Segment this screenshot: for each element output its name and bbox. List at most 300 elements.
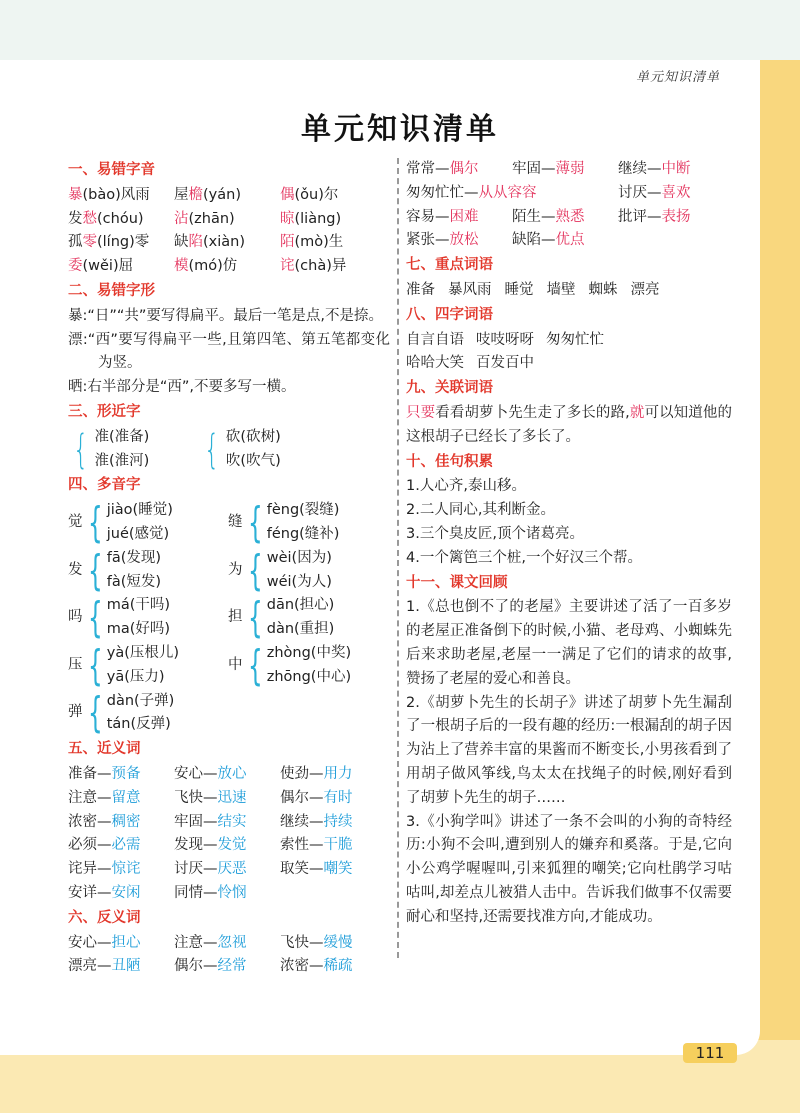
word: 索性 [280, 837, 309, 854]
sentence-item: 3.三个臭皮匠,顶个诸葛亮。 [406, 525, 584, 542]
word-pair [68, 834, 174, 858]
word-pair-row [406, 206, 732, 230]
pron-prefix: 屋 [174, 186, 189, 203]
key-words [406, 279, 732, 303]
section-heading: 六、反义词 [68, 909, 141, 926]
pair-word: 放松 [449, 232, 479, 249]
word: 诧异 [68, 861, 97, 878]
word-pair [406, 158, 512, 182]
idiom: 吱吱呀呀 [476, 331, 534, 348]
word: 讨厌 [618, 184, 647, 201]
dash-icon: — [203, 813, 218, 830]
polyphone-reading: jué(感觉) [106, 525, 170, 542]
brace-icon: { [248, 593, 263, 643]
word-pair-row [68, 955, 390, 979]
section-heading: 七、重点词语 [406, 257, 493, 274]
word: 注意 [68, 789, 97, 806]
pair-word: 缓慢 [323, 934, 353, 951]
word: 偶尔 [174, 958, 203, 975]
idiom-row [406, 329, 732, 353]
idiom: 百发百中 [476, 355, 534, 372]
key-word: 睡觉 [504, 281, 534, 298]
dash-icon: — [97, 813, 112, 830]
page-number: 111 [683, 1043, 737, 1063]
dash-icon: — [203, 837, 218, 854]
polyphone-item [68, 499, 228, 547]
word: 发现 [174, 837, 203, 854]
word-pair [174, 787, 280, 811]
word: 安详 [68, 884, 97, 901]
pron-item [68, 255, 174, 279]
word-pair [174, 858, 280, 882]
sentence-item: 2.二人同心,其利断金。 [406, 502, 555, 519]
synonym-list [68, 763, 390, 906]
pair-word: 优点 [555, 232, 585, 249]
idiom: 哈哈大笑 [406, 355, 464, 372]
pron-char: 陷 [188, 234, 203, 251]
word-pair [406, 229, 512, 253]
polyphone-item [68, 642, 228, 690]
word-pair [68, 811, 174, 835]
dash-icon: — [203, 765, 218, 782]
polyphone-readings [107, 499, 173, 547]
polyphone-item [68, 547, 228, 595]
word: 紧张 [406, 232, 435, 249]
page-edge-stack-inner [755, 60, 800, 1113]
similar-chars [68, 426, 390, 474]
polyphone-reading: zhòng(中奖) [266, 644, 352, 661]
word-pair [174, 763, 280, 787]
pron-reading: (wěi)屈 [82, 258, 134, 275]
polyphone-item [228, 642, 378, 690]
dash-icon: — [309, 958, 324, 975]
polyphone-char: 发 [68, 561, 83, 578]
pair-word: 持续 [323, 813, 353, 830]
sentence-item: 1.人心齐,泰山移。 [406, 478, 526, 495]
pair-word: 经常 [217, 958, 247, 975]
key-word: 漂亮 [630, 281, 660, 298]
pron-item [280, 184, 386, 208]
dash-icon: — [541, 161, 556, 177]
pair-word: 放心 [217, 765, 247, 782]
word: 陌生 [512, 208, 541, 225]
similar-char: 准(准备) [94, 428, 150, 445]
word: 准备 [68, 765, 97, 782]
polyphone-reading: yà(压根儿) [106, 644, 180, 661]
dash-icon: — [203, 789, 218, 806]
pair-word: 嘲笑 [323, 861, 353, 878]
key-word: 蜘蛛 [588, 281, 618, 298]
pair-word: 预备 [111, 765, 141, 782]
antonym-list [68, 932, 390, 980]
polyphone-char: 担 [228, 609, 243, 626]
dash-icon: — [309, 837, 324, 854]
dash-icon: — [309, 861, 324, 878]
word: 使劲 [280, 765, 309, 782]
dash-icon: — [309, 765, 324, 782]
right-column [406, 158, 732, 930]
word: 漂亮 [68, 958, 97, 975]
pron-item [280, 255, 386, 279]
word-pair [68, 787, 174, 811]
left-column [68, 158, 390, 979]
pair-word: 结实 [217, 813, 247, 830]
word-pair [406, 182, 618, 206]
pron-reading: (zhān) [188, 210, 235, 227]
dash-icon: — [309, 789, 324, 806]
pair-word: 喜欢 [661, 184, 691, 201]
polyphone-char: 中 [228, 656, 243, 673]
pair-word: 中断 [661, 161, 691, 177]
pron-reading: (líng)零 [97, 234, 150, 251]
pair-word: 用力 [323, 765, 353, 782]
form-note: 漂:“西”要写得扁平一些,且第四笔、第五笔都变化为竖。 [68, 331, 390, 372]
brace-icon: { [248, 497, 263, 547]
form-note: 晒:右半部分是“西”,不要多写一横。 [68, 379, 296, 396]
brace-icon: { [248, 640, 263, 690]
pair-word: 干脆 [323, 837, 353, 854]
brace-icon: { [88, 593, 103, 643]
pron-row [68, 184, 390, 208]
pair-word: 担心 [111, 934, 141, 951]
word-pair-row [406, 229, 732, 253]
section-heading: 二、易错字形 [68, 282, 155, 299]
idiom: 匆匆忙忙 [546, 331, 604, 348]
pron-char: 晾 [280, 210, 295, 227]
polyphone-reading: dàn(重担) [266, 621, 335, 638]
word-pair [68, 955, 174, 979]
word-pair [618, 206, 724, 230]
polyphone-reading: ma(好吗) [106, 621, 171, 638]
dash-icon: — [435, 208, 450, 225]
word-pair [68, 882, 174, 906]
conjunction-text: 可以知道他的这根胡子已经长了多长了。 [406, 404, 733, 445]
pron-reading: (liàng) [294, 210, 342, 227]
word-pair [406, 206, 512, 230]
dash-icon: — [97, 884, 112, 901]
dash-icon: — [541, 208, 556, 225]
idiom-list [406, 329, 732, 377]
word: 浓密 [68, 813, 97, 830]
brace-icon: { [88, 640, 103, 690]
pair-word: 惊诧 [111, 861, 141, 878]
dash-icon: — [464, 184, 479, 201]
dash-icon: — [435, 232, 450, 249]
pair-word: 偶尔 [449, 161, 479, 177]
word-pair [174, 955, 280, 979]
column-divider [397, 158, 399, 958]
section-heading: 一、易错字音 [68, 162, 155, 178]
word: 牢固 [174, 813, 203, 830]
pron-reading: (chà)异 [294, 258, 347, 275]
section-heading: 九、关联词语 [406, 380, 493, 397]
polyphone-reading: má(干吗) [106, 597, 171, 614]
word-pair [280, 787, 386, 811]
pron-item [280, 231, 386, 255]
polyphone-reading: jiào(睡觉) [106, 502, 173, 519]
polyphone-reading: tán(反弹) [106, 716, 171, 733]
word-pair-row [68, 811, 390, 835]
pron-item [174, 208, 280, 232]
lesson-review: 2.《胡萝卜先生的长胡子》讲述了胡萝卜先生漏刮了一根胡子后的一段有趣的经历:一根漏刮的胡子因为沾上了营养丰富的果酱而不断变长,小男孩看到了用胡子做风筝线,鸟太太在找绳子的时候,刚好看到了胡萝卜先生的胡子…… [406, 694, 732, 806]
pair-word: 稀疏 [323, 958, 353, 975]
polyphone-readings [267, 594, 335, 642]
pron-char: 暴 [68, 186, 83, 203]
pron-reading: (mó)仿 [188, 258, 238, 275]
dash-icon: — [541, 232, 556, 249]
polyphone-reading: dān(担心) [266, 597, 335, 614]
section-heading: 十一、课文回顾 [406, 574, 508, 591]
dash-icon: — [309, 934, 324, 951]
polyphone-readings [107, 594, 170, 642]
pron-item [68, 184, 174, 208]
word-pair [280, 763, 386, 787]
pron-reading: (ǒu)尔 [294, 186, 339, 203]
pron-item [68, 231, 174, 255]
pair-word: 困难 [449, 208, 479, 225]
pron-char: 诧 [280, 258, 295, 275]
pron-char: 沾 [174, 210, 189, 227]
pron-row [68, 208, 390, 232]
word: 牢固 [512, 161, 541, 177]
pron-row [68, 255, 390, 279]
word: 注意 [174, 934, 203, 951]
word-pair [68, 932, 174, 956]
word: 偶尔 [280, 789, 309, 806]
section-heading: 五、近义词 [68, 741, 141, 758]
polyphone-item [228, 547, 378, 595]
polyphone-readings [267, 642, 351, 690]
pair-word: 留意 [111, 789, 141, 806]
dash-icon: — [97, 837, 112, 854]
dash-icon: — [203, 884, 218, 901]
conjunction-text: 看看胡萝卜先生走了多长的路, [435, 404, 630, 421]
polyphone-readings [267, 499, 340, 547]
word: 浓密 [280, 958, 309, 975]
polyphone-reading: wéi(为人) [266, 573, 332, 590]
key-word: 准备 [406, 281, 435, 298]
pair-word: 安闲 [111, 884, 141, 901]
word: 取笑 [280, 861, 309, 878]
pair-word: 表扬 [661, 208, 691, 225]
pron-row [68, 231, 390, 255]
brace-icon: { [88, 497, 103, 547]
dash-icon: — [647, 161, 662, 177]
pron-item [68, 208, 174, 232]
pair-word: 从从容容 [478, 184, 537, 201]
pron-reading: (yán) [203, 186, 241, 203]
pron-char: 委 [68, 258, 83, 275]
word: 匆匆忙忙 [406, 184, 464, 201]
section-heading: 三、形近字 [68, 403, 141, 420]
similar-char: 砍(砍树) [225, 428, 281, 445]
dash-icon: — [435, 161, 450, 177]
word-pair [174, 882, 280, 906]
conjunction-word: 只要 [406, 404, 436, 421]
dash-icon: — [97, 789, 112, 806]
brace-icon: { [88, 688, 103, 738]
brace-icon: { [248, 545, 263, 595]
word-pair [618, 158, 724, 182]
pair-word: 稠密 [111, 813, 141, 830]
polyphone-readings [107, 690, 175, 738]
pron-reading: (bào)风雨 [82, 186, 150, 203]
key-word: 暴风雨 [448, 281, 492, 298]
pair-word: 怜悯 [217, 884, 247, 901]
dash-icon: — [203, 958, 218, 975]
similar-char: 吹(吹气) [225, 452, 281, 469]
pair-word: 薄弱 [555, 161, 585, 177]
brace-icon: { [88, 545, 103, 595]
dash-icon: — [203, 934, 218, 951]
word-pair-row [68, 882, 390, 906]
word-pair [280, 811, 386, 835]
word: 继续 [280, 813, 309, 830]
polyphone-reading: fā(发现) [106, 549, 162, 566]
pair-word: 忽视 [217, 934, 247, 951]
pron-char: 檐 [188, 186, 203, 203]
polyphone-item [68, 690, 228, 738]
word: 常常 [406, 161, 435, 177]
polyphone-char: 缝 [228, 514, 243, 531]
word: 同情 [174, 884, 203, 901]
word-pair [174, 811, 280, 835]
polyphone-reading: yā(压力) [106, 668, 165, 685]
conjunction-example [406, 402, 732, 450]
word: 容易 [406, 208, 435, 225]
polyphone-readings [107, 642, 179, 690]
pair-word: 迅速 [217, 789, 247, 806]
antonym-list-cont [406, 158, 732, 253]
pron-reading: (chóu) [97, 210, 144, 227]
polyphone-item [228, 499, 378, 547]
word-pair-row [68, 858, 390, 882]
pron-reading: (xiàn) [203, 234, 245, 251]
pair-word: 熟悉 [555, 208, 585, 225]
pron-prefix: 缺 [174, 234, 189, 251]
polyphone-char: 为 [228, 561, 243, 578]
word-pair [68, 858, 174, 882]
error-pron-list [68, 184, 390, 279]
lesson-review: 1.《总也倒不了的老屋》主要讲述了活了一百多岁的老屋正准备倒下的时候,小猫、老母鸡、小蜘蛛先后来求助老屋,老屋一一满足了它们的请求的故事,赞扬了老屋的爱心和善良。 [406, 599, 732, 687]
polyphone-char: 觉 [68, 514, 83, 531]
key-word: 墙壁 [546, 281, 576, 298]
page-title: 单元知识清单 [301, 112, 499, 147]
polyphone-char: 吗 [68, 609, 83, 626]
polyphone-reading: wèi(因为) [266, 549, 332, 566]
polyphone-reading: féng(缝补) [266, 525, 340, 542]
pair-word: 发觉 [217, 837, 247, 854]
pair-word: 丑陋 [111, 958, 141, 975]
word-pair [280, 932, 386, 956]
word: 必须 [68, 837, 97, 854]
idiom-row [406, 352, 732, 376]
word-pair-row [68, 932, 390, 956]
polyphone-reading: fèng(裂缝) [266, 502, 340, 519]
section-heading: 八、四字词语 [406, 306, 493, 323]
dash-icon: — [97, 861, 112, 878]
word-pair-row [68, 834, 390, 858]
pron-char: 模 [174, 258, 189, 275]
conjunction-word: 就 [629, 404, 645, 421]
word-pair [512, 229, 618, 253]
polyphone-list [68, 499, 390, 737]
lesson-review: 3.《小狗学叫》讲述了一条不会叫的小狗的奇特经历:小狗不会叫,遭到别人的嫌弃和奚落。于是,它向小公鸡学喔喔叫,引来狐狸的嘲笑;它向杜鹃学习咕咕叫,却差点儿被猎人击中。告诉我们做事不仅需要耐心和坚持,还需要找准方向,才能成功。 [406, 813, 732, 925]
dash-icon: — [309, 813, 324, 830]
polyphone-reading: dàn(子弹) [106, 692, 175, 709]
word-pair [280, 955, 386, 979]
word: 缺陷 [512, 232, 541, 249]
pair-word: 厌恶 [217, 861, 247, 878]
word-pair-row [406, 158, 732, 182]
pair-word: 有时 [323, 789, 353, 806]
dash-icon: — [97, 765, 112, 782]
dash-icon: — [647, 208, 662, 225]
polyphone-readings [267, 547, 332, 595]
word-pair [174, 932, 280, 956]
form-note: 暴:“日”“共”要写得扁平。最后一笔是点,不是捺。 [68, 307, 384, 324]
dash-icon: — [97, 934, 112, 951]
pron-prefix: 发 [68, 210, 83, 227]
pron-char: 偶 [280, 186, 295, 203]
word: 飞快 [280, 934, 309, 951]
section-heading: 十、佳句积累 [406, 453, 493, 470]
word: 飞快 [174, 789, 203, 806]
brace-icon: { [73, 426, 89, 473]
dash-icon: — [203, 861, 218, 878]
pron-char: 陌 [280, 234, 295, 251]
word: 安心 [68, 934, 97, 951]
pron-item [174, 184, 280, 208]
word-pair [512, 206, 618, 230]
word-pair [618, 182, 724, 206]
word-pair [68, 763, 174, 787]
word-pair [280, 834, 386, 858]
polyphone-char: 压 [68, 656, 83, 673]
brace-icon: { [204, 426, 220, 473]
word-pair [280, 858, 386, 882]
polyphone-reading: zhōng(中心) [266, 668, 352, 685]
polyphone-item [68, 594, 228, 642]
word-pair-row [406, 182, 732, 206]
pron-item [174, 255, 280, 279]
dash-icon: — [647, 184, 662, 201]
dash-icon: — [97, 958, 112, 975]
word: 讨厌 [174, 861, 203, 878]
word-pair [174, 834, 280, 858]
pair-word: 必需 [111, 837, 141, 854]
pron-reading: (mò)生 [294, 234, 344, 251]
running-head: 单元知识清单 [635, 70, 720, 85]
polyphone-reading: fà(短发) [106, 573, 162, 590]
pron-item [174, 231, 280, 255]
pron-prefix: 孤 [68, 234, 83, 251]
sentence-item: 4.一个篱笆三个桩,一个好汉三个帮。 [406, 549, 642, 566]
word: 继续 [618, 161, 647, 177]
pron-char: 愁 [82, 210, 97, 227]
similar-char: 淮(淮河) [94, 452, 150, 469]
pron-char: 零 [82, 234, 97, 251]
idiom: 自言自语 [406, 331, 464, 348]
word-pair-row [68, 763, 390, 787]
polyphone-readings [107, 547, 161, 595]
section-heading: 四、多音字 [68, 477, 141, 494]
word-pair-row [68, 787, 390, 811]
pron-item [280, 208, 386, 232]
polyphone-char: 弹 [68, 704, 83, 721]
word: 安心 [174, 765, 203, 782]
polyphone-item [228, 594, 378, 642]
